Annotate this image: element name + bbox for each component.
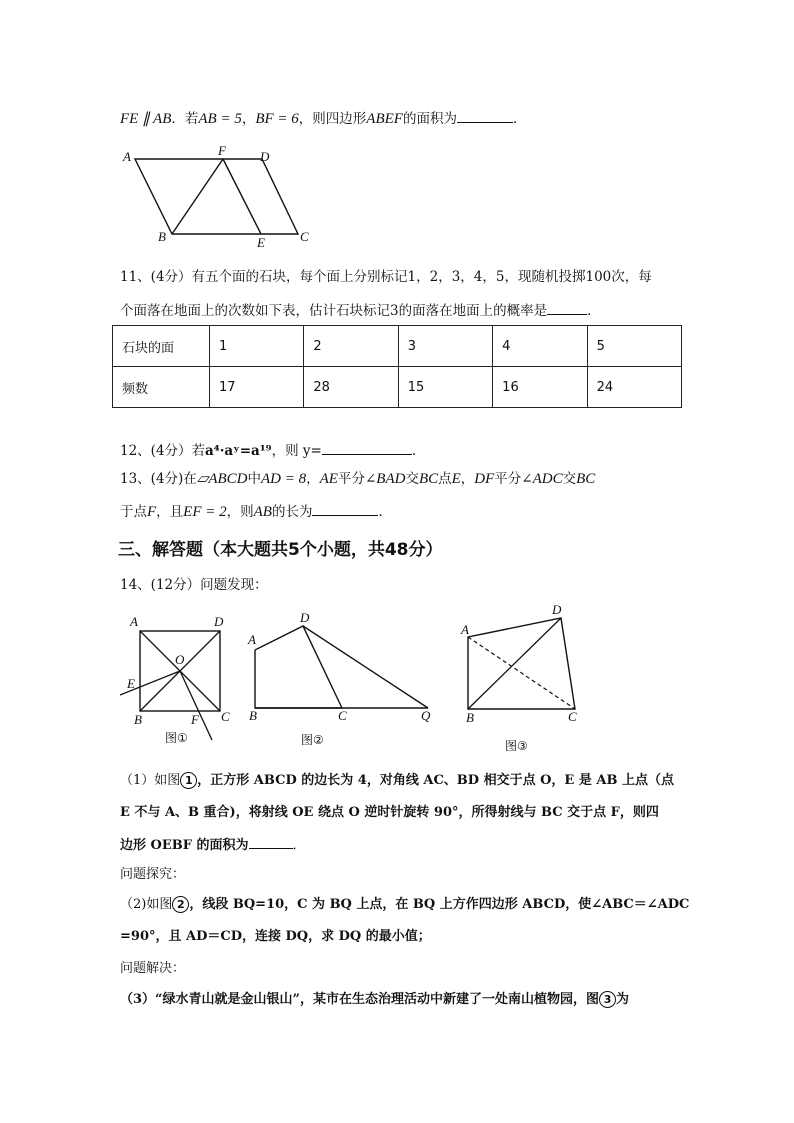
fig3-caption: 图③ (505, 739, 528, 753)
circled-number: 2 (172, 896, 189, 913)
label-d: D (300, 610, 310, 625)
q11-line1: 11、(4分）有五个面的石块，每个面上分别标记1，2，3，4，5，现随机投掷100次，每 (120, 269, 652, 285)
q14-part1-line1: （1）如图 1 ，正方形 ABCD 的边长为 4，对角线 AC、BD 相交于点 O，E 是 AB 上点（点 (120, 773, 674, 788)
table-row (113, 326, 682, 367)
table-row (113, 367, 682, 408)
label-c: C (568, 709, 577, 724)
q14-part1-answer-blank[interactable] (249, 834, 293, 849)
q11-frequency-table (112, 325, 682, 408)
fig1-caption: 图① (165, 731, 188, 745)
q14-part2-line1: （2)如图 2 ，线段 BQ=10，C 为 BQ 上点，在 BQ 上方作四边形 ABCD，使∠ABC＝∠ADC (120, 897, 690, 912)
table-cell: 3 (398, 326, 492, 367)
q14-part1-line3: 边形 OEBF 的面积为 ． (120, 834, 306, 855)
label-f: F (191, 712, 199, 727)
table-cell: 1 (210, 326, 304, 367)
label-d: D (214, 614, 224, 629)
q10-parallelogram-figure (120, 143, 320, 250)
ray-of (180, 671, 212, 740)
table-cell: 17 (210, 367, 304, 408)
quadrilateral-abcd (468, 618, 575, 709)
q14-part2-line2: =90°，且 AD＝CD，连接 DQ，求 DQ 的最小值； (120, 929, 431, 944)
q10-answer-blank[interactable] (457, 108, 513, 123)
table-cell: 2 (304, 326, 398, 367)
q14-part3-line1: （3）“绿水青山就是金山银山”，某市在生态治理活动中新建了一处南山植物园，图 3 为 (120, 992, 630, 1007)
q11-line2: 个面落在地面上的次数如下表，估计石块标记3的面落在地面上的概率是 ． (120, 300, 601, 320)
table-cell: 频数 (113, 367, 210, 408)
diagonal-bd (468, 618, 561, 709)
segment-bf (172, 159, 223, 234)
label-a: A (461, 622, 469, 637)
segment-fe (223, 159, 261, 234)
table-cell: 28 (304, 367, 398, 408)
label-f: F (218, 143, 226, 158)
label-b: B (158, 229, 166, 244)
label-a: A (248, 632, 256, 647)
label-b: B (249, 708, 257, 723)
q14-explore-head: 问题探究： (120, 867, 186, 882)
label-c: C (221, 709, 230, 724)
q13-line2: 于点F，且EF = 2，则AB的长为 ． (120, 501, 392, 521)
fig1-square-figure (120, 612, 240, 752)
diagonal-ac-dashed (468, 637, 575, 709)
table-cell: 16 (493, 367, 587, 408)
label-e: E (257, 235, 265, 250)
label-a: A (123, 149, 131, 164)
q14-part1-line2: E 不与 A、B 重合)，将射线 OE 绕点 O 逆时针旋转 90°，所得射线与 BC 交于点 F，则四 (120, 805, 659, 820)
label-d: D (552, 602, 562, 617)
label-b: B (466, 710, 474, 725)
q11-answer-blank[interactable] (547, 300, 587, 315)
label-a: A (130, 614, 138, 629)
label-q: Q (421, 708, 431, 723)
q10-statement: FE ∥ AB．若AB = 5，BF = 6，则四边形ABEF的面积为 ． (120, 108, 526, 128)
label-d: D (260, 149, 270, 164)
circled-number: 1 (180, 772, 197, 789)
table-cell: 15 (398, 367, 492, 408)
section-title: 三、解答题（本大题共5个小题，共48分） (118, 540, 443, 560)
fig3-quadrilateral-figure (455, 600, 595, 753)
q14-head: 14、(12分）问题发现： (120, 577, 268, 593)
q12-statement: 12、(4分）若a⁴·aʸ=a¹⁹，则 y= ． (120, 440, 425, 460)
label-b: B (134, 712, 142, 727)
table-cell: 4 (493, 326, 587, 367)
table-cell: 石块的面 (113, 326, 210, 367)
label-o: O (175, 652, 185, 667)
q14-solve-head: 问题解决： (120, 961, 186, 976)
q12-answer-blank[interactable] (322, 440, 412, 455)
q13-answer-blank[interactable] (312, 501, 378, 516)
label-c: C (300, 229, 309, 244)
quadrilateral-abcd (255, 626, 342, 708)
label-c: C (338, 708, 347, 723)
fig2-quadrilateral-figure (245, 610, 445, 750)
table-cell: 24 (587, 367, 681, 408)
parallelogram-abcd (135, 159, 298, 234)
fig2-caption: 图② (301, 733, 324, 747)
label-e: E (127, 676, 135, 691)
circled-number: 3 (599, 991, 616, 1008)
q13-line1: 13、(4分)在▱ABCD中AD = 8，AE平分∠BAD交BC点E，DF平分∠ADC交BC (120, 471, 596, 487)
table-cell: 5 (587, 326, 681, 367)
